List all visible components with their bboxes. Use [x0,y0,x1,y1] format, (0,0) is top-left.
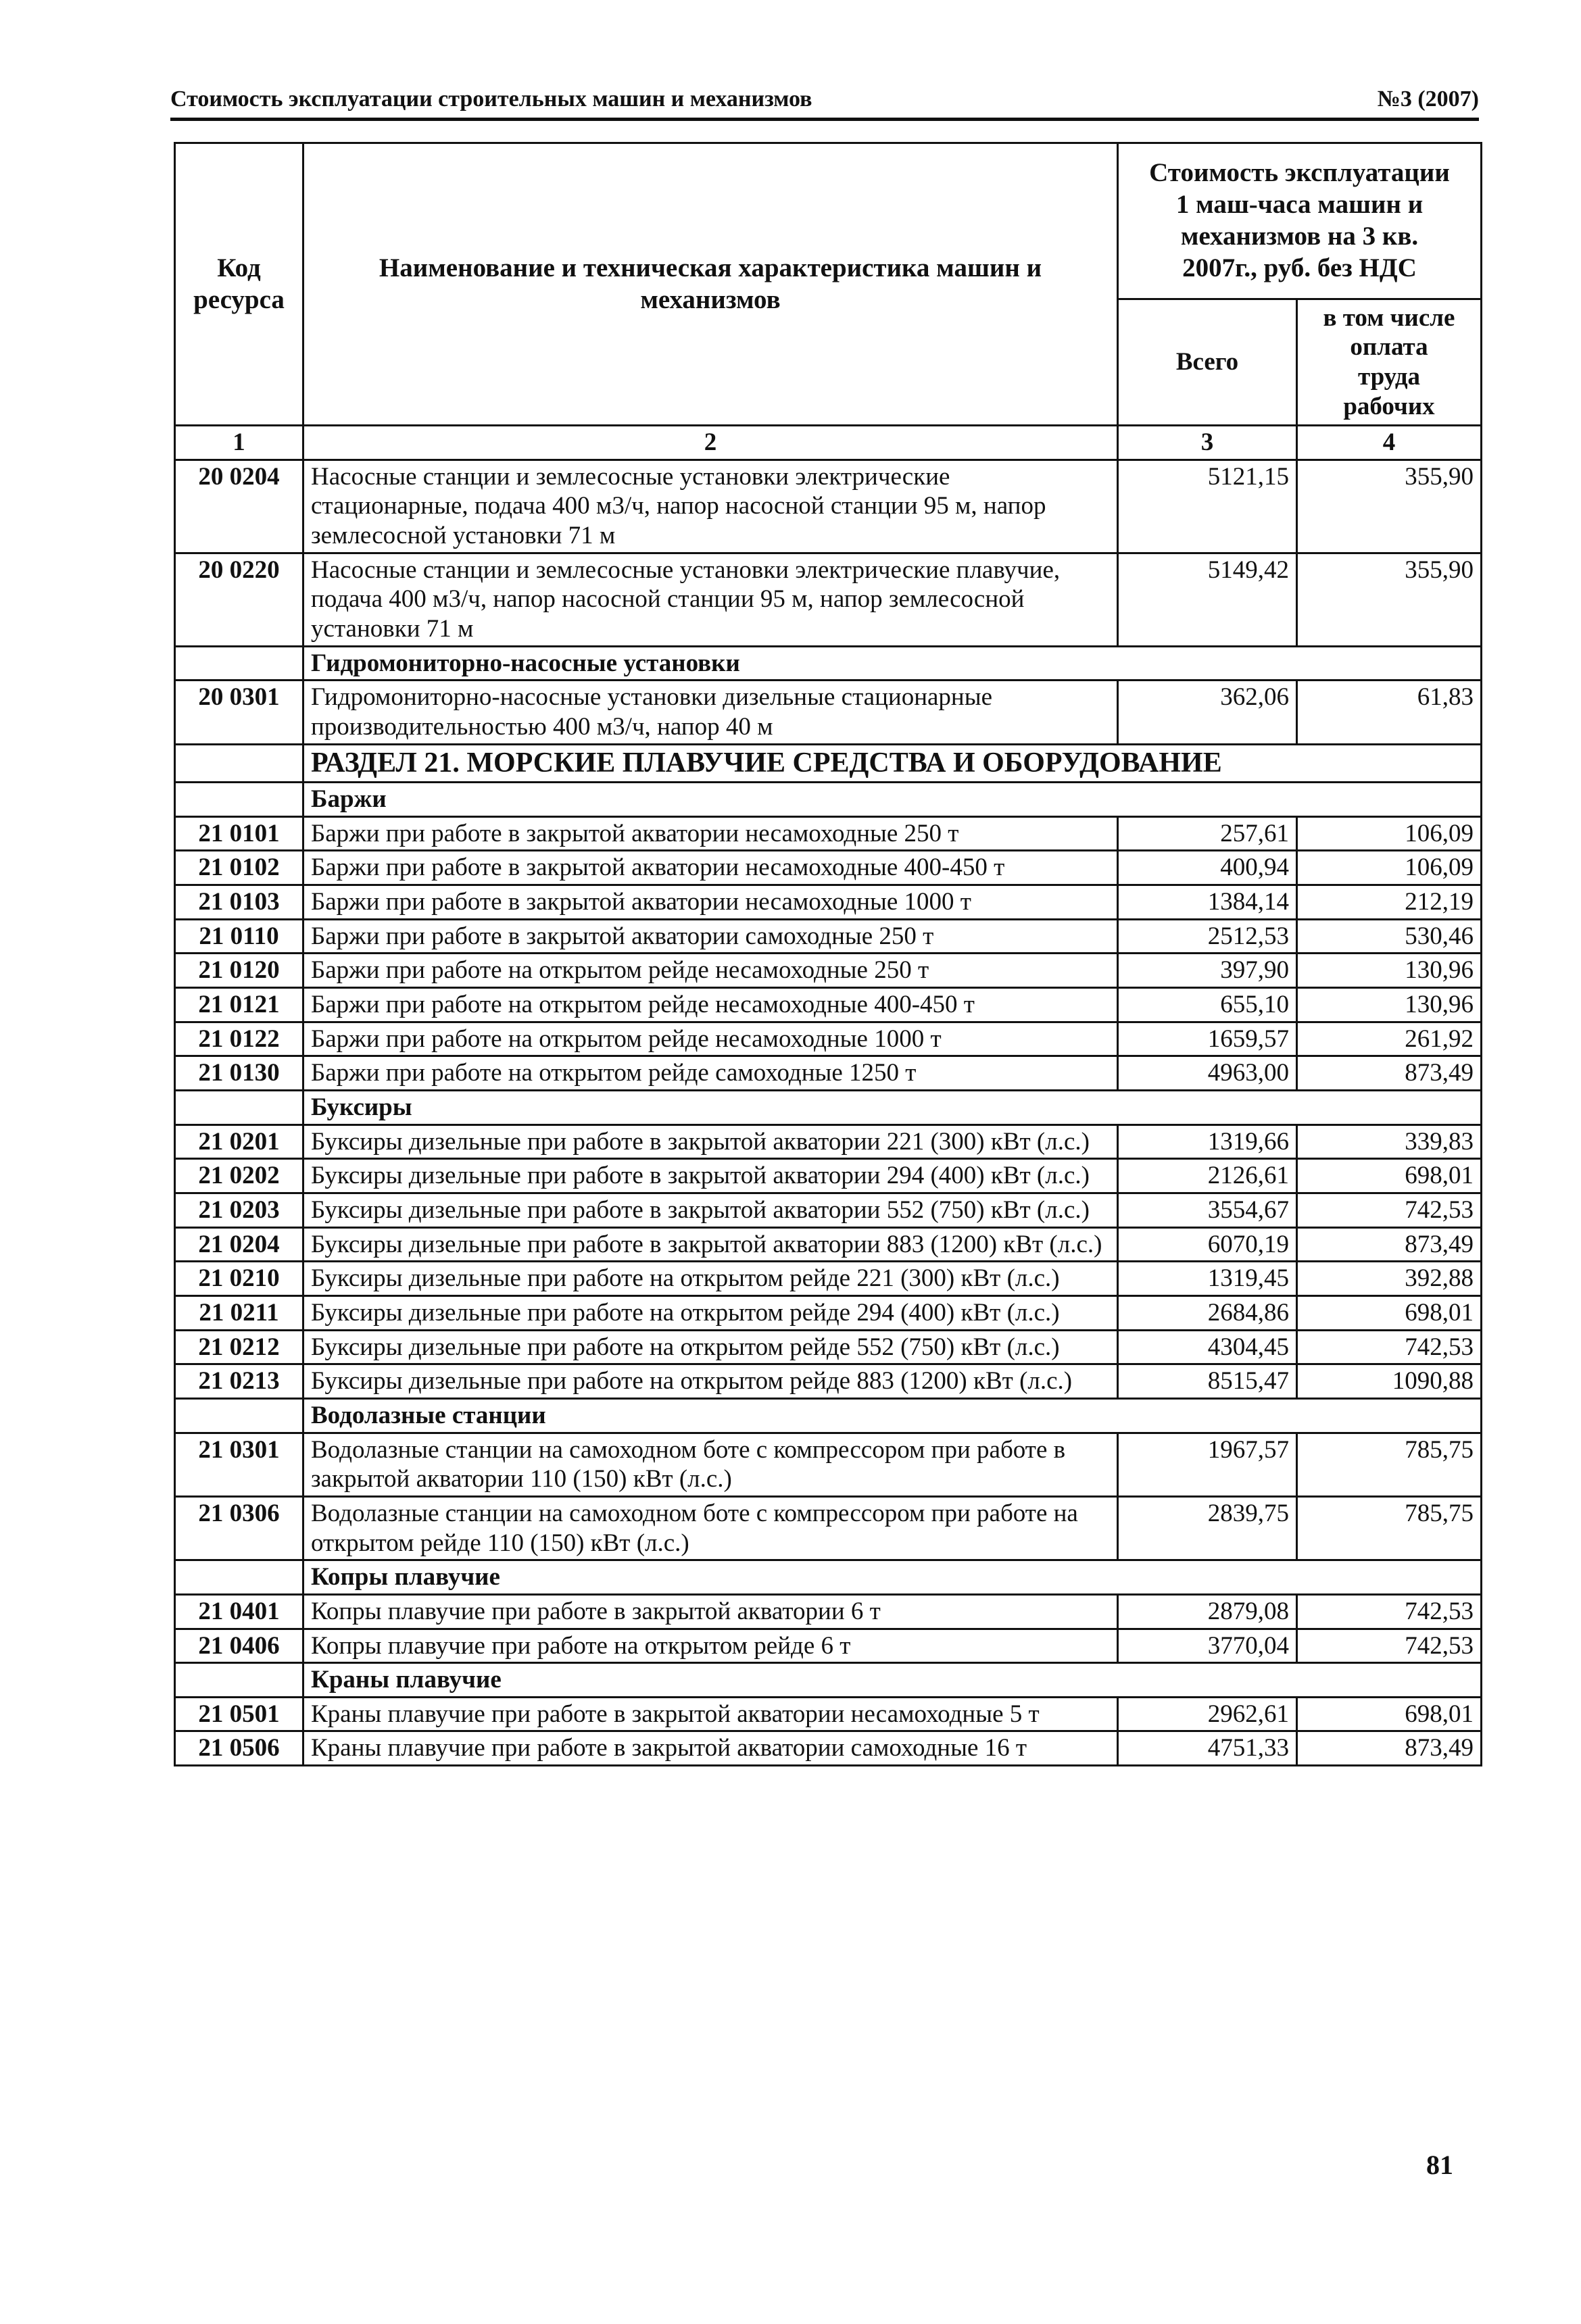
cost-total: 2879,08 [1118,1594,1297,1629]
machine-name: Копры плавучие при работе на открытом рейде 6 т [303,1629,1118,1663]
table-row [175,1295,1482,1330]
machine-name: Буксиры дизельные при работе в закрытой акватории 294 (400) кВт (л.с.) [303,1159,1118,1193]
cost-labor: 392,88 [1297,1262,1482,1296]
table-row [175,681,1482,744]
empty-cell [175,646,303,681]
machine-name: Гидромониторно-насосные установки дизельные стационарные производительностью 400 м3/ч, напор 40 м [303,681,1118,744]
cost-labor: 1090,88 [1297,1364,1482,1399]
resource-code: 21 0122 [175,1022,303,1056]
cost-labor: 339,83 [1297,1124,1482,1159]
resource-code: 21 0506 [175,1731,303,1766]
group-heading-row [175,646,1482,681]
resource-code: 21 0306 [175,1496,303,1560]
table-row [175,1330,1482,1364]
cost-labor: 873,49 [1297,1731,1482,1766]
table-row [175,553,1482,646]
table-row [175,816,1482,851]
table-row [175,1496,1482,1560]
resource-code: 21 0401 [175,1594,303,1629]
resource-code: 21 0406 [175,1629,303,1663]
machine-name: Буксиры дизельные при работе на открытом рейде 221 (300) кВт (л.с.) [303,1262,1118,1296]
machine-name: Водолазные станции на самоходном боте с компрессором при работе в закрытой акватории 110 (150) кВт (л.с.) [303,1433,1118,1496]
cost-total: 2839,75 [1118,1496,1297,1560]
table-row [175,1124,1482,1159]
cost-total: 5149,42 [1118,553,1297,646]
table-row [175,1056,1482,1091]
cost-labor: 61,83 [1297,681,1482,744]
table-row [175,1731,1482,1766]
resource-code: 21 0101 [175,816,303,851]
table-row [175,1193,1482,1227]
column-header-cost: Стоимость эксплуатации 1 маш-часа машин и механизмов на 3 кв. 2007г., руб. без НДС [1118,143,1482,299]
resource-code: 21 0201 [175,1124,303,1159]
column-header-total: Всего [1118,299,1297,426]
group-heading-row [175,783,1482,817]
cost-total: 4751,33 [1118,1731,1297,1766]
machine-name: Копры плавучие при работе в закрытой акватории 6 т [303,1594,1118,1629]
empty-cell [175,744,303,783]
cost-total: 2512,53 [1118,919,1297,954]
cost-labor: 130,96 [1297,954,1482,988]
cost-total: 6070,19 [1118,1227,1297,1262]
table-row [175,988,1482,1022]
table-row [175,1262,1482,1296]
column-number: 2 [303,426,1118,460]
table-row [175,460,1482,553]
empty-cell [175,783,303,817]
resource-code: 21 0102 [175,851,303,885]
cost-labor: 785,75 [1297,1433,1482,1496]
empty-cell [175,1398,303,1433]
table-body [175,460,1482,1765]
cost-total: 1319,45 [1118,1262,1297,1296]
page-number: 81 [1426,2150,1453,2180]
machine-name: Буксиры дизельные при работе в закрытой акватории 883 (1200) кВт (л.с.) [303,1227,1118,1262]
cost-total: 5121,15 [1118,460,1297,553]
cost-labor: 261,92 [1297,1022,1482,1056]
group-title: Гидромониторно-насосные установки [303,646,1482,681]
cost-total: 2684,86 [1118,1295,1297,1330]
cost-labor: 355,90 [1297,553,1482,646]
cost-labor: 873,49 [1297,1227,1482,1262]
resource-code: 21 0130 [175,1056,303,1091]
machine-name: Насосные станции и землесосные установки электрические плавучие, подача 400 м3/ч, напор насосной станции 95 м, напор землесосной установки 71 м [303,553,1118,646]
group-title: Краны плавучие [303,1663,1482,1698]
cost-total: 4963,00 [1118,1056,1297,1091]
machine-name: Краны плавучие при работе в закрытой акватории самоходные 16 т [303,1731,1118,1766]
resource-code: 21 0120 [175,954,303,988]
resource-code: 21 0211 [175,1295,303,1330]
machine-name: Баржи при работе в закрытой акватории несамоходные 1000 т [303,885,1118,920]
cost-labor: 698,01 [1297,1295,1482,1330]
machine-name: Буксиры дизельные при работе в закрытой акватории 221 (300) кВт (л.с.) [303,1124,1118,1159]
resource-code: 21 0501 [175,1697,303,1731]
resource-code: 20 0220 [175,553,303,646]
group-heading-row [175,1560,1482,1595]
group-title: Копры плавучие [303,1560,1482,1595]
table-row [175,1159,1482,1193]
table-row [175,954,1482,988]
table-row [175,1227,1482,1262]
cost-labor: 785,75 [1297,1496,1482,1560]
resource-code: 21 0301 [175,1433,303,1496]
cost-labor: 873,49 [1297,1056,1482,1091]
table-header-row [175,143,1482,299]
machine-name: Буксиры дизельные при работе на открытом рейде 883 (1200) кВт (л.с.) [303,1364,1118,1399]
cost-labor: 698,01 [1297,1697,1482,1731]
table-row [175,1022,1482,1056]
cost-total: 3770,04 [1118,1629,1297,1663]
cost-labor: 742,53 [1297,1330,1482,1364]
group-heading-row [175,1398,1482,1433]
table-row [175,1433,1482,1496]
cost-total: 1384,14 [1118,885,1297,920]
table-row [175,1594,1482,1629]
column-number: 3 [1118,426,1297,460]
cost-total: 4304,45 [1118,1330,1297,1364]
cost-total: 655,10 [1118,988,1297,1022]
empty-cell [175,1663,303,1698]
cost-labor: 742,53 [1297,1594,1482,1629]
cost-total: 2962,61 [1118,1697,1297,1731]
machine-name: Баржи при работе в закрытой акватории несамоходные 400-450 т [303,851,1118,885]
empty-cell [175,1560,303,1595]
section-title: РАЗДЕЛ 21. МОРСКИЕ ПЛАВУЧИЕ СРЕДСТВА И ОБОРУДОВАНИЕ [303,744,1482,783]
machine-name: Баржи при работе в закрытой акватории самоходные 250 т [303,919,1118,954]
resource-code: 21 0203 [175,1193,303,1227]
cost-total: 3554,67 [1118,1193,1297,1227]
cost-labor: 698,01 [1297,1159,1482,1193]
cost-total: 362,06 [1118,681,1297,744]
resource-code: 21 0103 [175,885,303,920]
resource-code: 21 0213 [175,1364,303,1399]
cost-labor: 106,09 [1297,816,1482,851]
group-title: Баржи [303,783,1482,817]
machinery-cost-table [174,142,1482,1766]
machine-name: Насосные станции и землесосные установки электрические стационарные, подача 400 м3/ч, напор насосной станции 95 м, напор землесосной установки 71 м [303,460,1118,553]
cost-total: 400,94 [1118,851,1297,885]
machine-name: Буксиры дизельные при работе на открытом рейде 552 (750) кВт (л.с.) [303,1330,1118,1364]
cost-total: 1319,66 [1118,1124,1297,1159]
table-row [175,1629,1482,1663]
column-numbers-row [175,426,1482,460]
cost-total: 2126,61 [1118,1159,1297,1193]
cost-labor: 106,09 [1297,851,1482,885]
machine-name: Буксиры дизельные при работе на открытом рейде 294 (400) кВт (л.с.) [303,1295,1118,1330]
column-header-name: Наименование и техническая характеристика машин и механизмов [303,143,1118,426]
column-number: 4 [1297,426,1482,460]
group-title: Буксиры [303,1091,1482,1125]
machine-name: Баржи при работе в закрытой акватории несамоходные 250 т [303,816,1118,851]
section-heading-row [175,744,1482,783]
table-row [175,1697,1482,1731]
group-heading-row [175,1663,1482,1698]
column-header-labor: в том числе оплата труда рабочих [1297,299,1482,426]
machine-name: Буксиры дизельные при работе в закрытой акватории 552 (750) кВт (л.с.) [303,1193,1118,1227]
machine-name: Баржи при работе на открытом рейде несамоходные 250 т [303,954,1118,988]
table-row [175,851,1482,885]
header-title: Стоимость эксплуатации строительных машин и механизмов [170,86,812,112]
cost-total: 1967,57 [1118,1433,1297,1496]
cost-total: 8515,47 [1118,1364,1297,1399]
column-number: 1 [175,426,303,460]
table-row [175,885,1482,920]
table-row [175,1364,1482,1399]
resource-code: 21 0210 [175,1262,303,1296]
empty-cell [175,1091,303,1125]
machine-name: Водолазные станции на самоходном боте с компрессором при работе на открытом рейде 110 (150) кВт (л.с.) [303,1496,1118,1560]
page-header [170,80,1479,121]
group-heading-row [175,1091,1482,1125]
cost-labor: 530,46 [1297,919,1482,954]
cost-labor: 742,53 [1297,1193,1482,1227]
machine-name: Баржи при работе на открытом рейде самоходные 1250 т [303,1056,1118,1091]
cost-total: 397,90 [1118,954,1297,988]
resource-code: 20 0204 [175,460,303,553]
cost-total: 1659,57 [1118,1022,1297,1056]
machine-name: Баржи при работе на открытом рейде несамоходные 400-450 т [303,988,1118,1022]
resource-code: 21 0202 [175,1159,303,1193]
machine-name: Баржи при работе на открытом рейде несамоходные 1000 т [303,1022,1118,1056]
resource-code: 21 0212 [175,1330,303,1364]
machine-name: Краны плавучие при работе в закрытой акватории несамоходные 5 т [303,1697,1118,1731]
column-header-code: Код ресурса [175,143,303,426]
resource-code: 21 0121 [175,988,303,1022]
cost-labor: 742,53 [1297,1629,1482,1663]
table-row [175,919,1482,954]
group-title: Водолазные станции [303,1398,1482,1433]
cost-labor: 212,19 [1297,885,1482,920]
resource-code: 21 0110 [175,919,303,954]
header-issue: №3 (2007) [1377,86,1479,112]
resource-code: 21 0204 [175,1227,303,1262]
cost-labor: 130,96 [1297,988,1482,1022]
cost-labor: 355,90 [1297,460,1482,553]
resource-code: 20 0301 [175,681,303,744]
cost-total: 257,61 [1118,816,1297,851]
